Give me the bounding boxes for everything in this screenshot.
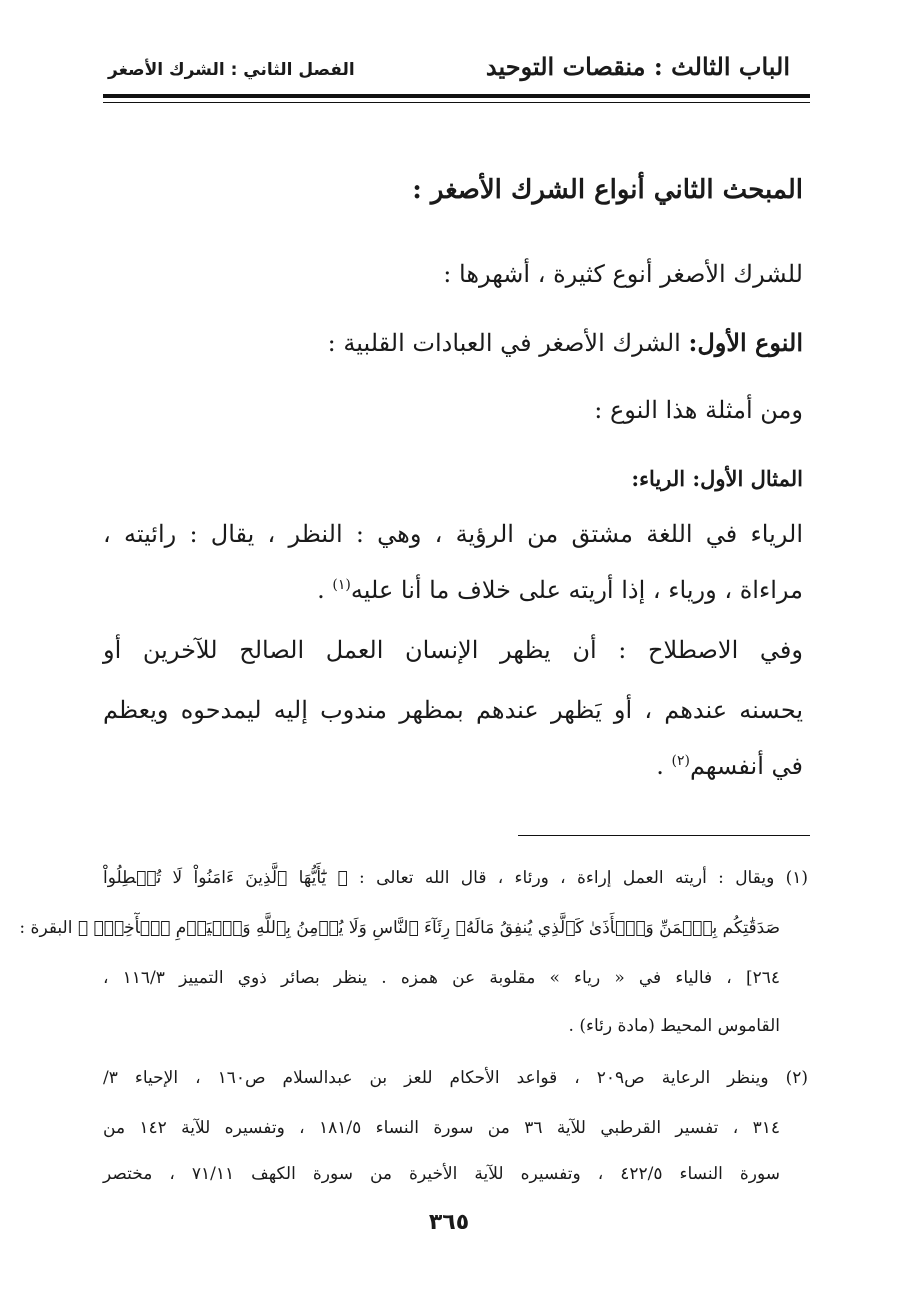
footnote-line: (١) ويقال : أريته العمل إراءة ، ورئاء ، قال الله تعالى : ﴿ يَٰٓأَيُّهَا ٱلَّذِينَ ءَامَنُواْ لَا تُبۡطِلُواْ (103, 868, 808, 888)
header-rule-thick (103, 94, 810, 98)
footnote-line: ٢٦٤] ، فالياء في « رياء » مقلوبة عن همزه . ينظر بصائر ذوي التمييز ١١٦/٣ ، (103, 968, 780, 988)
type-one-label: النوع الأول: (688, 328, 803, 357)
footnote-line: القاموس المحيط (مادة رئاء) . (568, 1016, 780, 1036)
type-one-text: الشرك الأصغر في العبادات القلبية : (327, 329, 689, 357)
running-header-chapter: الباب الثالث : منقصات التوحيد (485, 52, 790, 81)
paragraph-text: في أنفسهم (689, 752, 803, 780)
type-one-line (328, 328, 803, 357)
paragraph-line: يحسنه عندهم ، أو يَظهر عندهم بمظهر مندوب إليه ليمدحوه ويعظم (103, 696, 804, 724)
section-heading: المبحث الثاني أنواع الشرك الأصغر : (412, 175, 803, 205)
paragraph-text: مراءاة ، ورياء ، إذا أريته على خلاف ما أنا عليه (350, 576, 803, 604)
paragraph-line: الرياء في اللغة مشتق من الرؤية ، وهي : النظر ، يقال : رائيته ، (103, 520, 803, 548)
footnote-separator (518, 835, 810, 836)
example-one-heading: المثال الأول: الرياء: (631, 466, 803, 491)
paragraph-text: . (656, 752, 672, 780)
page-number: ٣٦٥ (428, 1210, 470, 1235)
footnote-ref: (٢) (671, 753, 690, 769)
footnote-line: صَدَقَٰتِكُم بِٱلۡمَنِّ وَٱلۡأَذَىٰ كَٱلَّذِي يُنفِقُ مَالَهُۥ رِئَآءَ ٱلنَّاسِ وَلَا يُؤۡمِنُ بِٱللَّهِ وَٱلۡيَوۡمِ ٱلۡأٓخِرِۖ ﴾ البقرة : (19, 918, 780, 938)
paragraph-line (317, 576, 803, 604)
intro-line: للشرك الأصغر أنوع كثيرة ، أشهرها : (443, 260, 803, 288)
footnote-ref: (١) (332, 577, 351, 593)
paragraph-line (656, 752, 803, 780)
footnote-line: (٢) وينظر الرعاية ص٢٠٩ ، قواعد الأحكام للعز بن عبدالسلام ص١٦٠ ، الإحياء ٣/ (103, 1068, 808, 1088)
header-rule-thin (103, 102, 810, 103)
paragraph-line: وفي الاصطلاح : أن يظهر الإنسان العمل الصالح للآخرين أو (103, 636, 803, 664)
examples-intro-line: ومن أمثلة هذا النوع : (594, 396, 803, 424)
footnote-line: ٣١٤ ، تفسير القرطبي للآية ٣٦ من سورة النساء ١٨١/٥ ، وتفسيره للآية ١٤٢ من (103, 1118, 780, 1138)
paragraph-text: . (317, 576, 333, 604)
footnote-line: سورة النساء ٤٢٢/٥ ، وتفسيره للآية الأخيرة من سورة الكهف ٧١/١١ ، مختصر (103, 1164, 780, 1184)
running-header-section: الفصل الثاني : الشرك الأصغر (108, 60, 355, 80)
